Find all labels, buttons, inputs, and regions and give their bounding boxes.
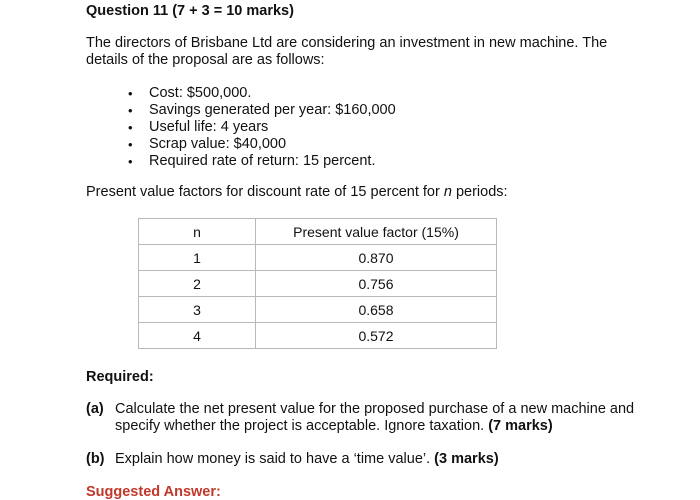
header-n: n	[139, 219, 256, 245]
header-pv-factor: Present value factor (15%)	[256, 219, 497, 245]
suggested-answer-heading: Suggested Answer:	[86, 484, 221, 500]
cell-n: 2	[139, 271, 256, 297]
list-item: • Useful life: 4 years	[128, 119, 269, 135]
cell-factor: 0.658	[256, 297, 497, 323]
required-heading: Required:	[86, 369, 154, 385]
table-row	[139, 297, 497, 323]
cell-n: 4	[139, 323, 256, 349]
question-title: Question 11 (7 + 3 = 10 marks)	[86, 3, 294, 19]
pv-factors-label: Present value factors for discount rate of 15 percent for n periods:	[86, 184, 508, 200]
part-marks: (3 marks)	[434, 451, 499, 467]
bullet-icon: •	[128, 154, 133, 169]
table-row	[139, 271, 497, 297]
table-header-row	[139, 219, 497, 245]
list-item: • Savings generated per year: $160,000	[128, 102, 396, 118]
part-label: (b)	[86, 451, 105, 467]
part-text: Explain how money is said to have a ‘time value’.	[115, 451, 435, 467]
proposal-details-list	[125, 85, 396, 170]
part-marks: (7 marks)	[488, 418, 553, 434]
cell-factor: 0.870	[256, 245, 497, 271]
part-label: (a)	[86, 401, 104, 417]
cell-n: 1	[139, 245, 256, 271]
bullet-icon: •	[128, 120, 133, 135]
part-text: Calculate the net present value for the proposed purchase of a new machine and specify whether the project is acceptable. Ignore taxation.	[115, 401, 635, 434]
list-item: • Scrap value: $40,000	[128, 136, 287, 152]
pv-factor-table	[138, 218, 497, 349]
list-item: • Required rate of return: 15 percent.	[128, 153, 376, 169]
table-row	[139, 245, 497, 271]
list-item: • Cost: $500,000.	[128, 85, 252, 101]
part-a	[86, 401, 646, 435]
cell-factor: 0.572	[256, 323, 497, 349]
part-b	[86, 451, 646, 468]
cell-n: 3	[139, 297, 256, 323]
cell-factor: 0.756	[256, 271, 497, 297]
bullet-icon: •	[128, 137, 133, 152]
bullet-icon: •	[128, 86, 133, 101]
intro-paragraph: The directors of Brisbane Ltd are considering an investment in new machine. The details of the proposal are as follows:	[86, 35, 608, 68]
table-row	[139, 323, 497, 349]
bullet-icon: •	[128, 103, 133, 118]
